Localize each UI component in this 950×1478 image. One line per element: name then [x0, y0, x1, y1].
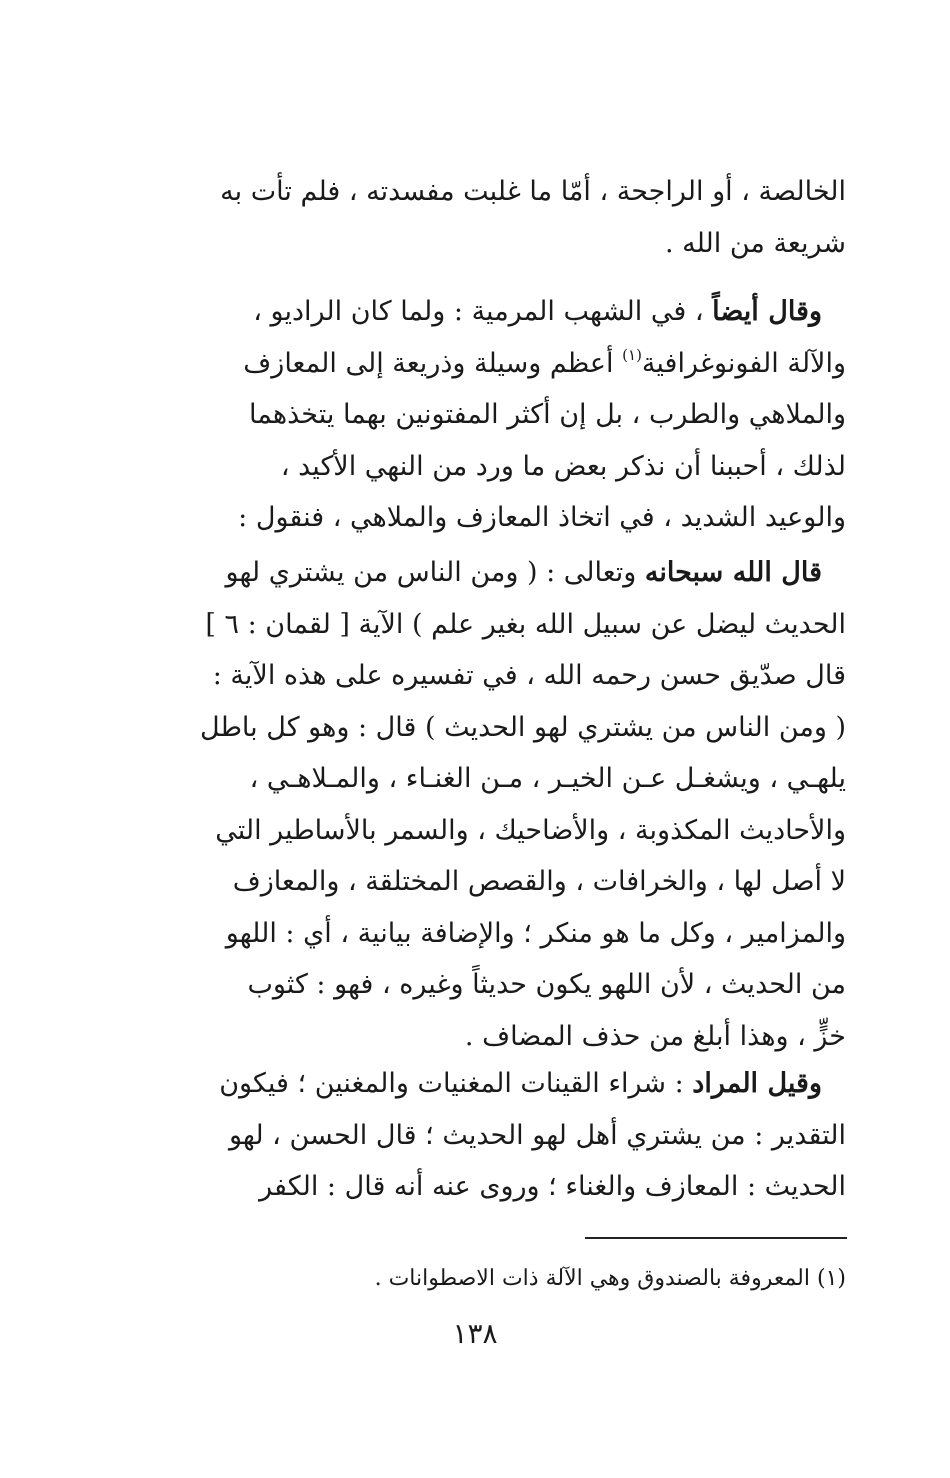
text-line: خزٍّ ، وهذا أبلغ من حذف المضاف . — [464, 1020, 846, 1052]
text-line: الحديث : المعازف والغناء ؛ وروى عنه أنه قال : الكفر — [259, 1171, 846, 1202]
footnote-text: المعروفة بالصندوق وهي الآلة ذات الاصطوانات . — [374, 1266, 817, 1291]
text-segment: : شراء القينات المغنيات والمغنين ؛ فيكون — [219, 1068, 693, 1099]
text-segment: أعظم وسيلة وذريعة إلى المعازف — [243, 347, 623, 379]
text-segment: والآلة الفونوغرافية — [641, 347, 846, 379]
text-line: والملاهي والطرب ، بل إن أكثر المفتونين بهما يتخذهما — [249, 399, 846, 430]
text-line: الخالصة ، أو الراجحة ، أمّا ما غلبت مفسدته ، فلم تأت به — [220, 176, 846, 207]
text-line: من الحديث ، لأن اللهو يكون حديثاً وغيره ، فهو : كثوب — [247, 969, 846, 1000]
text-line: ( ومن الناس من يشتري لهو الحديث ) قال : وهو كل باطل — [200, 711, 846, 743]
text-line: لذلك ، أحببنا أن نذكر بعض ما ورد من النهي الأكيد ، — [280, 450, 846, 482]
text-line — [104, 1058, 846, 1110]
text-line: التقدير : من يشتري أهل لهو الحديث ؛ قال الحسن ، لهو — [228, 1119, 846, 1151]
text-line: الحديث ليضل عن سبيل الله بغير علم ) الآية [ لقمان : ٦ ] — [205, 608, 846, 640]
page-number: ١٣٨ — [452, 1317, 498, 1350]
paragraph-1 — [104, 166, 846, 269]
text-line: قال صدّيق حسن رحمه الله ، في تفسيره على هذه الآية : — [212, 660, 846, 691]
text-line — [104, 338, 846, 390]
footnote-marker: (١) — [622, 345, 642, 364]
footnote-number: (١) — [816, 1266, 846, 1291]
text-line: لا أصل لها ، والخرافات ، والقصص المختلقة ، والمعازف — [232, 866, 846, 897]
text-line: والمزامير ، وكل ما هو منكر ؛ والإضافة بيانية ، أي : اللهو — [225, 917, 846, 949]
text-segment: ، في الشهب المرمية : ولما كان الراديو ، — [253, 296, 713, 327]
paragraph-2 — [104, 286, 846, 544]
footnote — [104, 1262, 846, 1296]
text-line — [104, 547, 846, 599]
bold-lead-phrase: وقيل المراد — [692, 1068, 822, 1099]
bold-lead-phrase: قال الله سبحانه — [644, 557, 822, 588]
text-segment: وتعالى : ( ومن الناس من يشتري لهو — [225, 557, 645, 588]
text-line: شريعة من الله . — [664, 227, 846, 259]
text-line: والأحاديث المكذوبة ، والأضاحيك ، والسمر بالأساطير التي — [215, 814, 846, 846]
text-line: يلهـي ، ويشغـل عـن الخيـر ، مـن الغنـاء ، والمـلاهـي ، — [249, 763, 846, 794]
paragraph-4 — [104, 1058, 846, 1213]
paragraph-3 — [104, 547, 846, 1062]
text-line — [104, 286, 846, 338]
text-line: والوعيد الشديد ، في اتخاذ المعازف والملاهي ، فنقول : — [238, 502, 846, 533]
footnote-separator — [585, 1237, 847, 1239]
bold-lead-phrase: وقال أيضاً — [712, 296, 822, 327]
